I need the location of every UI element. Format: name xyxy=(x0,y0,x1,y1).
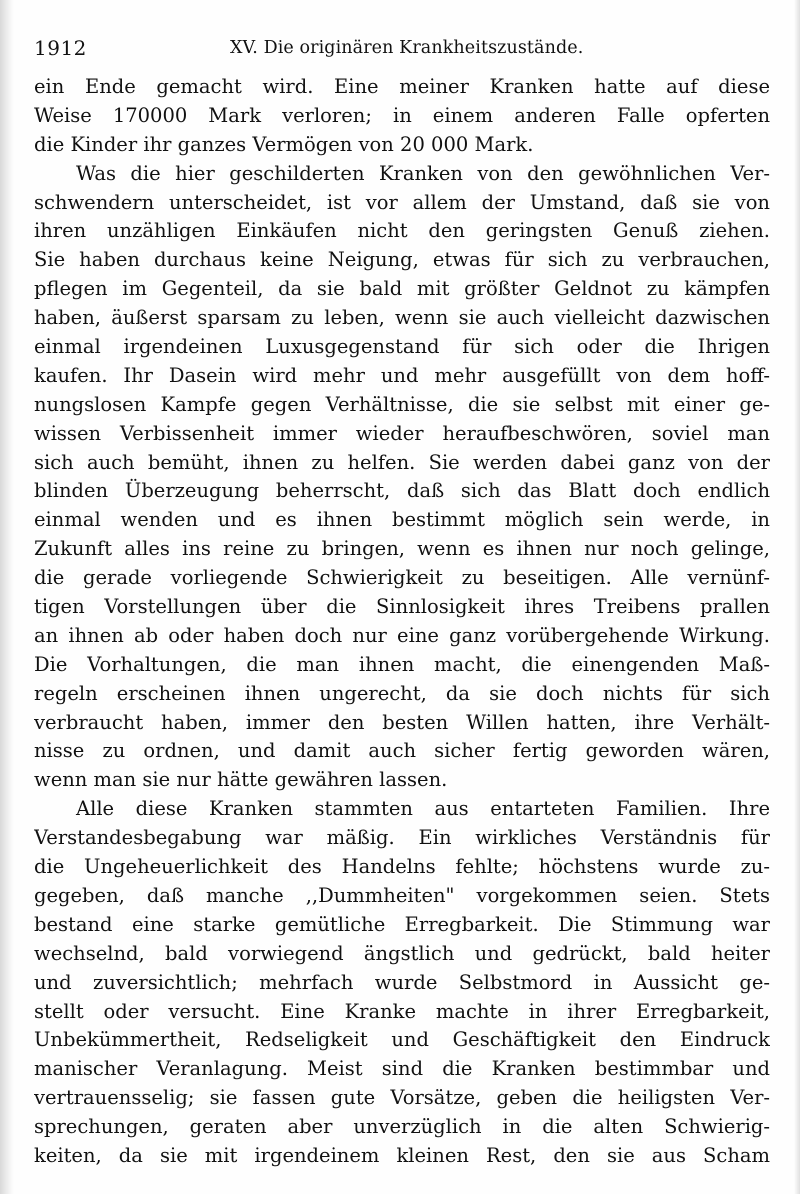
text-line: wissen Verbissenheit immer wieder heraufbeschwören, soviel man xyxy=(34,421,770,445)
text-line: Unbekümmertheit, Redseligkeit und Geschäftigkeit den Eindruck xyxy=(34,1028,770,1052)
text-line: Was die hier geschilderten Kranken von den gewöhnlichen Ver- xyxy=(76,161,770,185)
text-line: an ihnen ab oder haben doch nur eine ganz vorübergehende Wirkung. xyxy=(34,623,770,647)
chapter-title: XV. Die originären Krankheitszustände. xyxy=(230,38,584,58)
page-edge-shadow-right xyxy=(794,0,800,1194)
text-line: Zukunft alles ins reine zu bringen, wenn es ihnen nur noch gelinge, xyxy=(34,537,770,561)
text-line: nungslosen Kampfe gegen Verhältnisse, die sie selbst mit einer ge- xyxy=(34,392,770,416)
text-line: ein Ende gemacht wird. Eine meiner Kranken hatte auf diese xyxy=(34,75,770,98)
text-line: blinden Überzeugung beherrscht, daß sich das Blatt doch endlich xyxy=(34,479,770,503)
text-line: einmal wenden und es ihnen bestimmt möglich sein werde, in xyxy=(34,508,770,532)
text-line: Verstandesbegabung war mäßig. Ein wirkliches Verständnis für xyxy=(34,826,770,850)
text-line: die Ungeheuerlichkeit des Handelns fehlte; höchstens wurde zu- xyxy=(34,855,770,879)
text-line: verbraucht haben, immer den besten Willen hatten, ihre Verhält- xyxy=(34,710,770,734)
text-line: sprechungen, geraten aber unverzüglich in die alten Schwierig- xyxy=(34,1115,770,1139)
text-line: wenn man sie nur hätte gewähren lassen. xyxy=(34,768,448,792)
text-line: vertrauensselig; sie fassen gute Vorsätze, geben die heiligsten Ver- xyxy=(34,1086,770,1110)
text-line: Alle diese Kranken stammten aus entarteten Familien. Ihre xyxy=(76,797,770,821)
text-line: sich auch bemüht, ihnen zu helfen. Sie werden dabei ganz von der xyxy=(34,450,770,474)
text-line: keiten, da sie mit irgendeinem kleinen Rest, den sie aus Scham xyxy=(34,1143,770,1167)
body-text xyxy=(34,73,770,1171)
text-line: tigen Vorstellungen über die Sinnlosigkeit ihres Treibens prallen xyxy=(34,595,770,619)
text-line: die Kinder ihr ganzes Vermögen von 20 000 Mark. xyxy=(34,132,534,156)
text-line: ihren unzähligen Einkäufen nicht den geringsten Genuß ziehen. xyxy=(34,219,770,243)
text-line: gegeben, daß manche ,,Dummheiten" vorgekommen seien. Stets xyxy=(34,883,770,907)
text-line: regeln erscheinen ihnen ungerecht, da sie doch nichts für sich xyxy=(34,681,770,705)
text-line: einmal irgendeinen Luxusgegenstand für sich oder die Ihrigen xyxy=(34,335,770,359)
text-line: nisse zu ordnen, und damit auch sicher fertig geworden wären, xyxy=(34,739,770,763)
text-line: stellt oder versucht. Eine Kranke machte in ihrer Erregbarkeit, xyxy=(34,999,770,1023)
running-head xyxy=(34,30,780,66)
text-line: die gerade vorliegende Schwierigkeit zu beseitigen. Alle vernünf- xyxy=(34,566,770,590)
text-line: Die Vorhaltungen, die man ihnen macht, die einengenden Maß- xyxy=(34,652,770,676)
text-line: schwendern unterscheidet, ist vor allem der Umstand, daß sie von xyxy=(34,190,770,214)
text-line: bestand eine starke gemütliche Erregbarkeit. Die Stimmung war xyxy=(34,912,770,936)
text-line: manischer Veranlagung. Meist sind die Kranken bestimmbar und xyxy=(34,1057,770,1081)
text-line: und zuversichtlich; mehrfach wurde Selbstmord in Aussicht ge- xyxy=(34,970,770,994)
page-number: 1912 xyxy=(34,36,87,60)
text-line: Sie haben durchaus keine Neigung, etwas für sich zu verbrauchen, xyxy=(34,248,770,272)
text-line: pflegen im Gegenteil, da sie bald mit größter Geldnot zu kämpfen xyxy=(34,277,770,301)
text-line: kaufen. Ihr Dasein wird mehr und mehr ausgefüllt von dem hoff- xyxy=(34,363,770,387)
text-line: Weise 170000 Mark verloren; in einem anderen Falle opferten xyxy=(34,103,770,127)
text-line: wechselnd, bald vorwiegend ängstlich und gedrückt, bald heiter xyxy=(34,941,770,965)
text-line: haben, äußerst sparsam zu leben, wenn sie auch vielleicht dazwischen xyxy=(34,306,770,330)
page-edge-shadow xyxy=(0,0,14,1194)
